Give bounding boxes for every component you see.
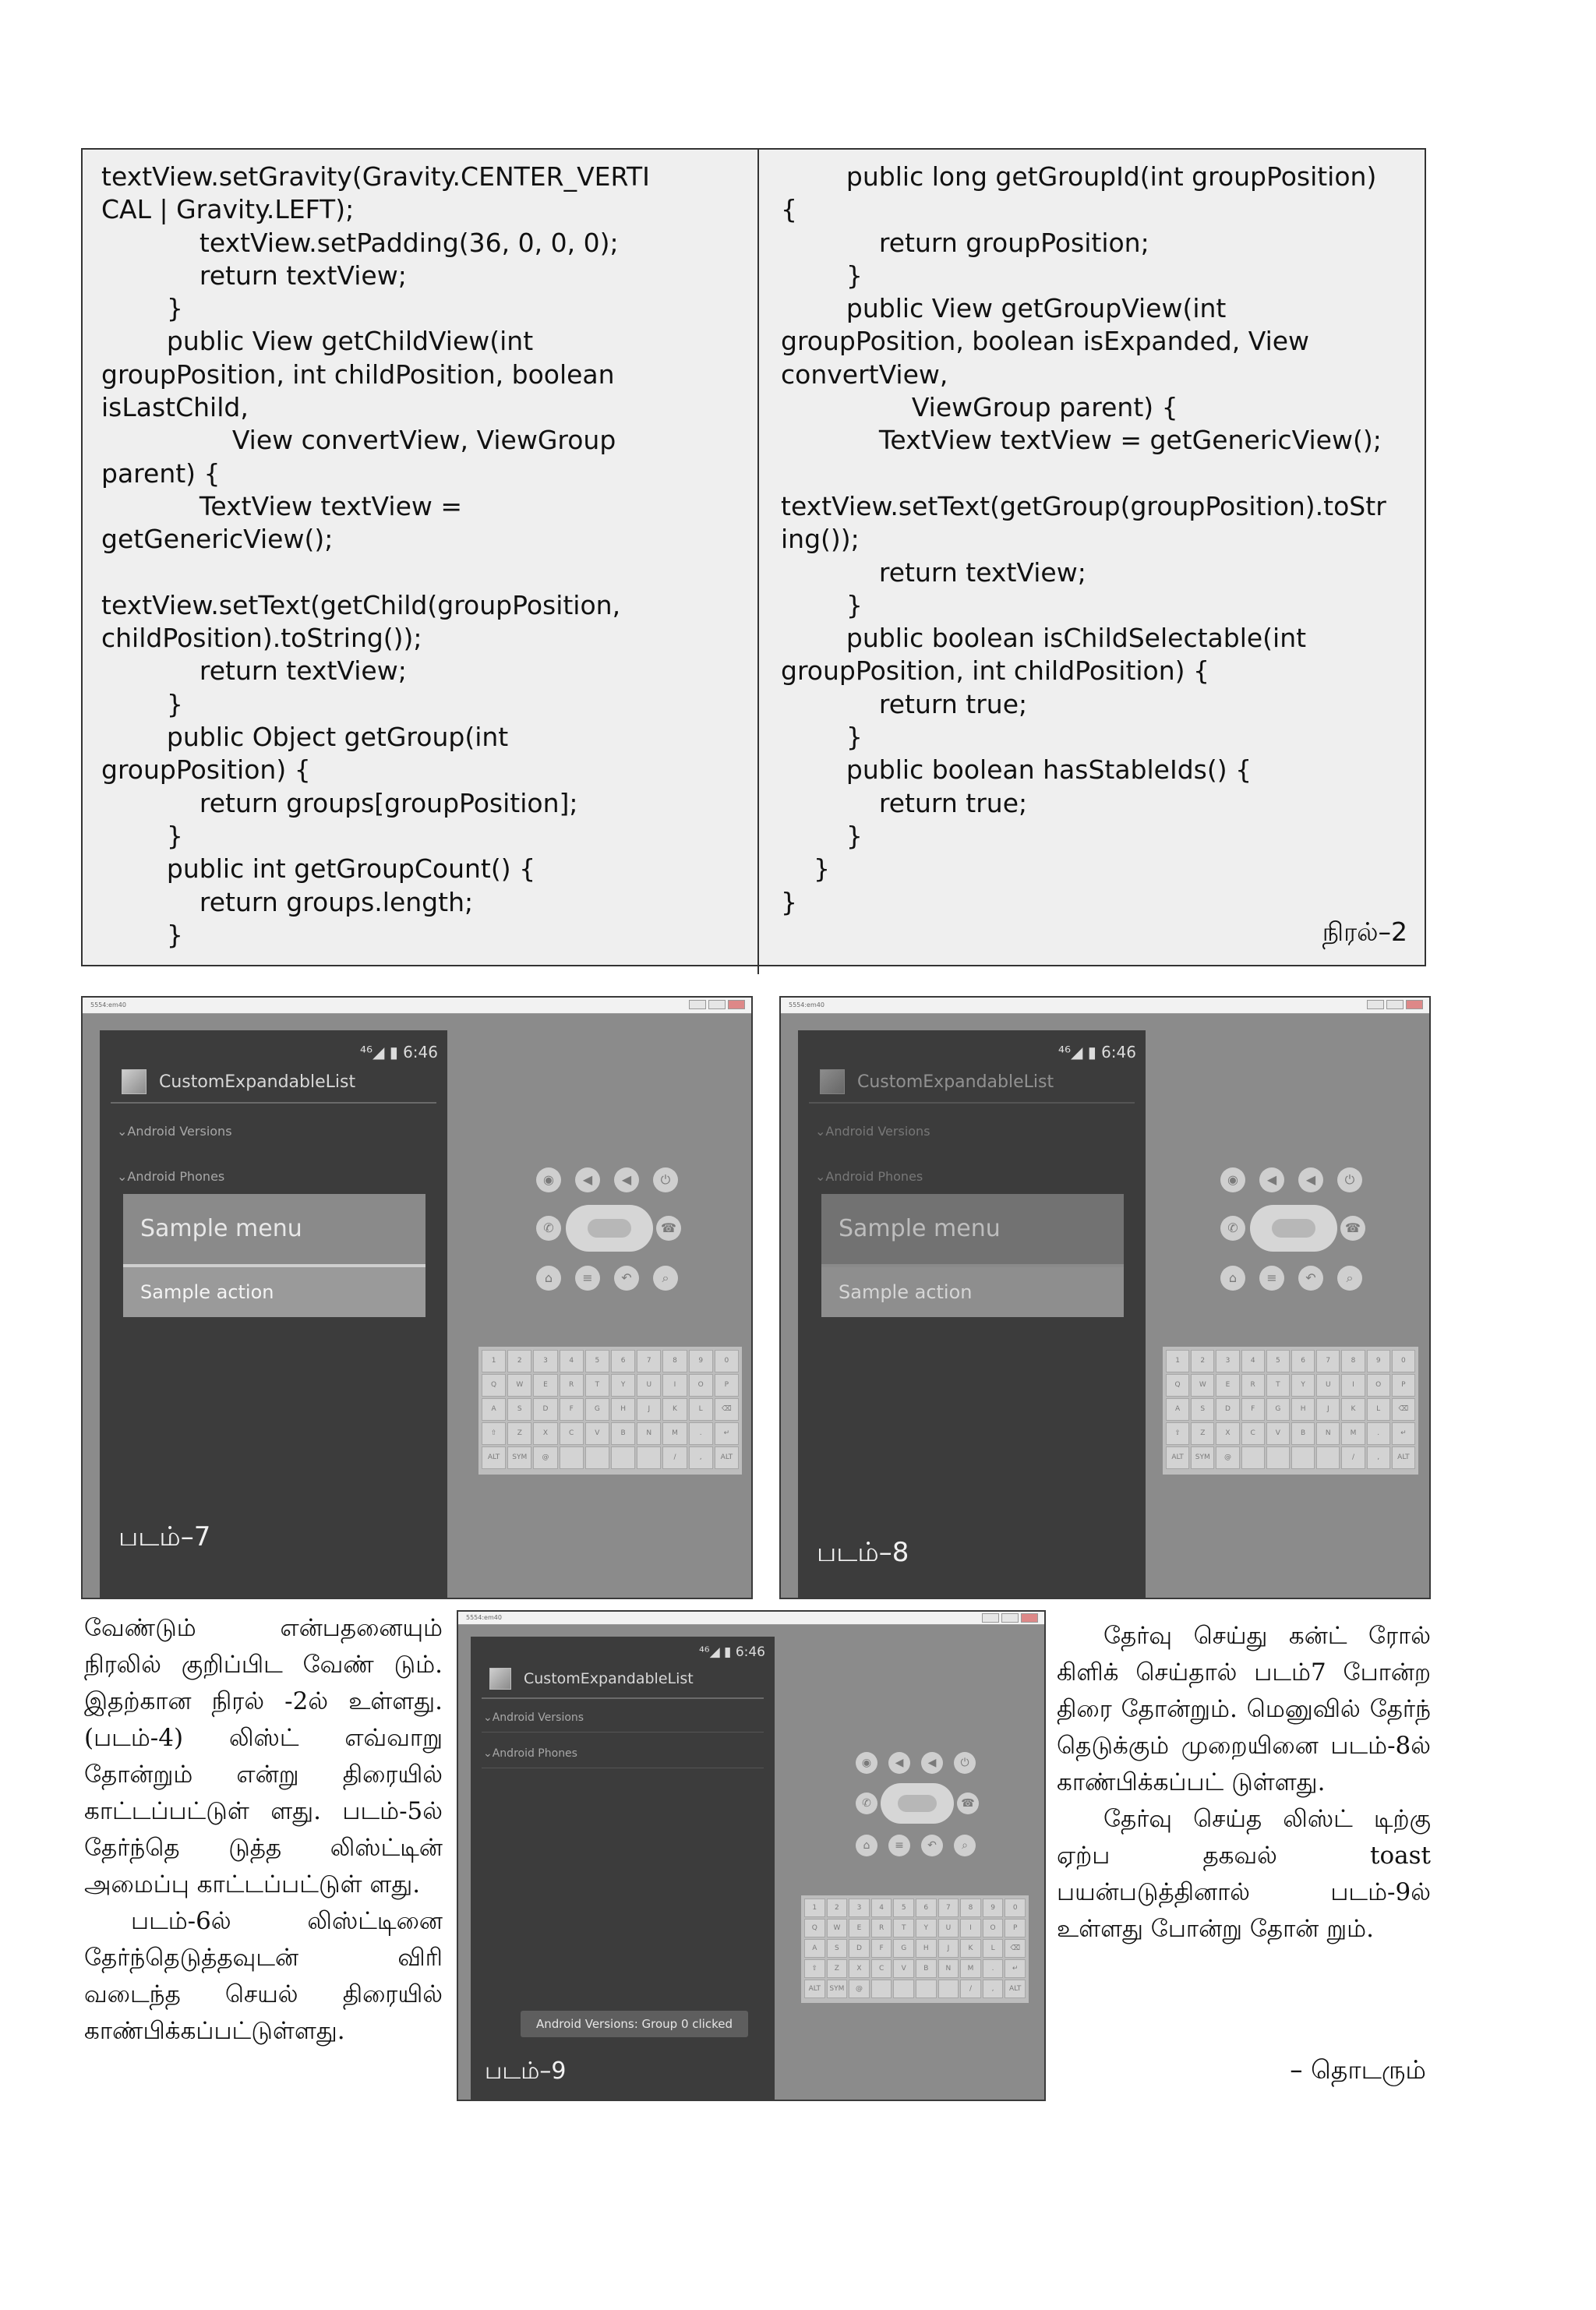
phone-screen — [471, 1637, 775, 2101]
keyboard-key[interactable]: V — [1266, 1422, 1290, 1445]
menu-button[interactable]: ≡ — [888, 1835, 910, 1856]
keyboard-key[interactable]: A — [804, 1939, 825, 1958]
volume-up-button[interactable]: ◀ — [921, 1752, 943, 1774]
menu-button[interactable]: ≡ — [1259, 1266, 1284, 1291]
emulator-controls — [1220, 1167, 1376, 1308]
keyboard-key[interactable]: M — [662, 1422, 687, 1445]
window-buttons — [689, 1000, 745, 1009]
end-call-button[interactable]: ☎ — [957, 1793, 979, 1814]
end-call-button[interactable]: ☎ — [1340, 1216, 1365, 1241]
keyboard-key[interactable]: T — [1266, 1374, 1290, 1397]
keyboard-key[interactable]: @ — [533, 1446, 557, 1469]
keyboard-key[interactable]: D — [849, 1939, 870, 1958]
menu-item-sample-action[interactable] — [123, 1267, 425, 1317]
home-button[interactable]: ⌂ — [856, 1835, 877, 1856]
keyboard-key[interactable]: ALT — [1005, 1980, 1026, 1998]
keyboard-key[interactable] — [916, 1980, 937, 1998]
keyboard-key[interactable]: Y — [1291, 1374, 1315, 1397]
keyboard-key[interactable]: S — [827, 1939, 848, 1958]
keyboard-key[interactable]: , — [1367, 1446, 1390, 1469]
window-title: 5554:em40 — [90, 1001, 126, 1008]
menu-item-label: Sample action — [140, 1281, 274, 1303]
keyboard-key[interactable]: SYM — [827, 1980, 848, 1998]
keyboard-key[interactable]: P — [1392, 1374, 1415, 1397]
emulator-titlebar — [458, 1612, 1044, 1625]
keyboard-key[interactable]: SYM — [1191, 1446, 1214, 1469]
keyboard-key[interactable] — [1316, 1446, 1340, 1469]
keyboard-key[interactable]: 2 — [827, 1899, 848, 1917]
keyboard-key[interactable]: L — [1367, 1398, 1390, 1421]
keyboard-key[interactable]: K — [1341, 1398, 1365, 1421]
keyboard-key[interactable]: J — [938, 1939, 959, 1958]
keyboard-key[interactable]: H — [611, 1398, 635, 1421]
menu-item-sample-action[interactable] — [821, 1267, 1124, 1317]
status-time: 6:46 — [403, 1043, 438, 1061]
status-time: 6:46 — [735, 1644, 765, 1660]
keyboard-key[interactable]: 9 — [1367, 1350, 1390, 1372]
keyboard-key[interactable]: ⌫ — [1005, 1939, 1026, 1958]
keyboard-key[interactable]: D — [533, 1398, 557, 1421]
signal-battery-icon: ⁴⁶◢ ▮ — [1058, 1043, 1096, 1061]
keyboard-key[interactable]: G — [585, 1398, 609, 1421]
group-item-android-phones[interactable]: ⌄Android Phones — [815, 1169, 923, 1184]
keyboard-key[interactable]: G — [893, 1939, 914, 1958]
app-title: CustomExpandableList — [524, 1670, 694, 1687]
keyboard-key[interactable]: M — [960, 1959, 981, 1978]
keyboard-key[interactable]: 0 — [715, 1350, 739, 1372]
keyboard-key[interactable]: U — [637, 1374, 661, 1397]
keyboard-key[interactable]: 2 — [1191, 1350, 1214, 1372]
keyboard-key[interactable]: W — [507, 1374, 531, 1397]
keyboard-key[interactable] — [637, 1446, 661, 1469]
keyboard-key[interactable]: ALT — [1392, 1446, 1415, 1469]
keyboard-key[interactable]: 5 — [893, 1899, 914, 1917]
search-button[interactable]: ⌕ — [1337, 1266, 1362, 1291]
power-button[interactable]: ⏻ — [1337, 1167, 1362, 1192]
keyboard-key[interactable]: 6 — [916, 1899, 937, 1917]
keyboard-key[interactable]: 8 — [960, 1899, 981, 1917]
keyboard-key[interactable]: O — [1367, 1374, 1390, 1397]
volume-up-button[interactable]: ◀ — [614, 1167, 639, 1192]
keyboard-key[interactable]: ALT — [1166, 1446, 1189, 1469]
keyboard-key[interactable] — [871, 1980, 892, 1998]
keyboard-key[interactable]: . — [689, 1422, 713, 1445]
keyboard-key[interactable]: L — [689, 1398, 713, 1421]
emulator-keyboard — [478, 1347, 742, 1475]
keyboard-key[interactable]: 5 — [1266, 1350, 1290, 1372]
keyboard-key[interactable]: W — [1191, 1374, 1214, 1397]
group-item-android-phones[interactable]: ⌄Android Phones — [117, 1169, 225, 1184]
keyboard-key[interactable]: 0 — [1392, 1350, 1415, 1372]
keyboard-key[interactable]: ⇧ — [482, 1422, 506, 1445]
keyboard-key[interactable]: L — [983, 1939, 1004, 1958]
keyboard-key[interactable]: 6 — [611, 1350, 635, 1372]
back-button[interactable]: ↶ — [614, 1266, 639, 1291]
keyboard-key[interactable]: , — [983, 1980, 1004, 1998]
keyboard-key[interactable]: R — [560, 1374, 584, 1397]
group-item-android-versions[interactable]: ⌄Android Versions — [815, 1124, 930, 1139]
keyboard-key[interactable]: ↵ — [1005, 1959, 1026, 1978]
window-buttons — [1367, 1000, 1423, 1009]
keyboard-key[interactable]: I — [662, 1374, 687, 1397]
keyboard-key[interactable]: C — [1241, 1422, 1265, 1445]
keyboard-key[interactable]: ALT — [804, 1980, 825, 1998]
keyboard-key[interactable]: Z — [1191, 1422, 1214, 1445]
emulator-keyboard — [1163, 1347, 1418, 1475]
keyboard-key[interactable]: T — [893, 1919, 914, 1937]
keyboard-key[interactable]: 8 — [662, 1350, 687, 1372]
keyboard-key[interactable]: P — [1005, 1919, 1026, 1937]
keyboard-key[interactable]: Q — [482, 1374, 506, 1397]
keyboard-key[interactable]: R — [1241, 1374, 1265, 1397]
keyboard-key[interactable]: D — [1216, 1398, 1239, 1421]
emulator-controls — [856, 1752, 988, 1869]
keyboard-key[interactable] — [560, 1446, 584, 1469]
call-button[interactable]: ✆ — [856, 1793, 877, 1814]
dpad[interactable] — [881, 1783, 954, 1824]
keyboard-key[interactable]: , — [689, 1446, 713, 1469]
code-caption: நிரல்–2 — [1322, 917, 1407, 947]
keyboard-key[interactable]: O — [983, 1919, 1004, 1937]
options-menu — [123, 1194, 425, 1317]
keyboard-key[interactable]: S — [1191, 1398, 1214, 1421]
keyboard-key[interactable]: / — [960, 1980, 981, 1998]
keyboard-key[interactable]: Z — [827, 1959, 848, 1978]
dpad[interactable] — [1250, 1205, 1337, 1252]
status-bar — [699, 1644, 765, 1660]
keyboard-key[interactable] — [585, 1446, 609, 1469]
phone-screen — [798, 1030, 1146, 1599]
keyboard-key[interactable]: 3 — [849, 1899, 870, 1917]
code-right-column: public long getGroupId(int groupPosition) { return groupPosition; } public View getGroupView(int groupPosition, boolean isExpanded, View convertView, ViewGroup parent) { TextView textView = getGenericView(); textView.setText(getGroup(groupPosition).toStr ing()); return textView; } public boolean isChildSelectable(int groupPosition, int childPosition) { return true; } public boolean hasStableIds() { return true; } } } — [781, 161, 1386, 917]
keyboard-key[interactable]: @ — [1216, 1446, 1239, 1469]
left-paragraph-2: படம்-6ல் லிஸ்ட்டினை தேர்ந்தெடுத்தவுடன் விரி வடைந்த செயல் திரையில் காண்பிக்கப்பட்டுள்ளது. — [84, 1907, 443, 2045]
keyboard-key[interactable]: E — [533, 1374, 557, 1397]
signal-battery-icon: ⁴⁶◢ ▮ — [698, 1644, 732, 1660]
right-paragraph-1: தேர்வு செய்து கன்ட் ரோல் கிளிக் செய்தால் படம்7 போன்ற திரை தோன்றும். மெனுவில் தேர்ந் தெடுக்கும் முறையினை படம்-8ல் காண்பிக்கப்பட் டுள்ளது. — [1057, 1622, 1431, 1796]
app-bar — [122, 1066, 447, 1097]
keyboard-key[interactable]: @ — [849, 1980, 870, 1998]
keyboard-key[interactable]: ↵ — [715, 1422, 739, 1445]
keyboard-key[interactable]: G — [1266, 1398, 1290, 1421]
keyboard-key[interactable]: N — [1316, 1422, 1340, 1445]
keyboard-key[interactable]: / — [662, 1446, 687, 1469]
app-bar — [489, 1665, 775, 1693]
keyboard-key[interactable]: ALT — [482, 1446, 506, 1469]
menu-title: Sample menu — [140, 1215, 302, 1242]
keyboard-key[interactable]: . — [983, 1959, 1004, 1978]
volume-up-button[interactable]: ◀ — [1298, 1167, 1323, 1192]
figure-7-screenshot — [81, 996, 753, 1599]
keyboard-key[interactable]: H — [1291, 1398, 1315, 1421]
keyboard-key[interactable]: 4 — [1241, 1350, 1265, 1372]
app-title: CustomExpandableList — [159, 1072, 356, 1092]
keyboard-key[interactable]: I — [1341, 1374, 1365, 1397]
figure-7-label: படம்–7 — [118, 1521, 211, 1552]
keyboard-key[interactable]: Q — [804, 1919, 825, 1937]
keyboard-key[interactable]: 0 — [1005, 1899, 1026, 1917]
keyboard-key[interactable]: E — [1216, 1374, 1239, 1397]
emulator-keyboard — [801, 1895, 1029, 2003]
keyboard-key[interactable]: ⇧ — [1166, 1422, 1189, 1445]
keyboard-key[interactable]: X — [849, 1959, 870, 1978]
keyboard-key[interactable]: F — [560, 1398, 584, 1421]
keyboard-key[interactable]: . — [1367, 1422, 1390, 1445]
keyboard-key[interactable]: 3 — [533, 1350, 557, 1372]
keyboard-key[interactable]: A — [482, 1398, 506, 1421]
signal-battery-icon: ⁴⁶◢ ▮ — [359, 1043, 398, 1061]
dpad-center[interactable] — [898, 1795, 937, 1812]
keyboard-key[interactable]: ⌫ — [715, 1398, 739, 1421]
back-button[interactable]: ↶ — [1298, 1266, 1323, 1291]
keyboard-key[interactable]: O — [689, 1374, 713, 1397]
figure-9-label: படம்–9 — [485, 2057, 567, 2085]
options-menu — [821, 1194, 1124, 1317]
phone-screen — [100, 1030, 447, 1599]
app-title: CustomExpandableList — [857, 1072, 1054, 1092]
keyboard-key[interactable]: 7 — [1316, 1350, 1340, 1372]
group-item-android-versions[interactable]: ⌄Android Versions — [483, 1711, 584, 1724]
left-paragraph-1: வேண்டும் என்பதனையும் நிரலில் குறிப்பிட வேண் டும். இதற்கான நிரல் -2ல் உள்ளது. (படம்-4) லிஸ்ட் எவ்வாறு தோன்றும் என்று திரையில் காட்டப்பட்டுள் ளது. படம்-5ல் தேர்ந்தெ டுத்த லிஸ்ட்டின் அமைப்பு காட்டப்பட்டுள் ளது. — [84, 1614, 443, 1899]
keyboard-key[interactable]: B — [916, 1959, 937, 1978]
keyboard-key[interactable]: N — [637, 1422, 661, 1445]
keyboard-key[interactable]: 1 — [1166, 1350, 1189, 1372]
keyboard-key[interactable]: B — [611, 1422, 635, 1445]
keyboard-key[interactable]: 3 — [1216, 1350, 1239, 1372]
keyboard-key[interactable] — [1291, 1446, 1315, 1469]
camera-button[interactable]: ◉ — [856, 1752, 877, 1774]
keyboard-key[interactable]: ⇧ — [804, 1959, 825, 1978]
right-paragraph-2: தேர்வு செய்த லிஸ்ட் டிற்கு ஏற்ப தகவல் toast பயன்படுத்தினால் படம்-9ல் உள்ளது போன்று தோன் றும். — [1057, 1805, 1431, 1943]
volume-down-button[interactable]: ◀ — [888, 1752, 910, 1774]
keyboard-key[interactable]: 1 — [482, 1350, 506, 1372]
keyboard-key[interactable]: K — [662, 1398, 687, 1421]
keyboard-key[interactable]: B — [1291, 1422, 1315, 1445]
keyboard-key[interactable]: / — [1341, 1446, 1365, 1469]
code-listing-box — [81, 148, 1426, 966]
keyboard-key[interactable]: R — [871, 1919, 892, 1937]
call-button[interactable]: ✆ — [536, 1216, 561, 1241]
app-bar-separator — [111, 1102, 436, 1104]
home-button[interactable]: ⌂ — [1220, 1266, 1245, 1291]
keyboard-key[interactable]: S — [507, 1398, 531, 1421]
window-title: 5554:em40 — [789, 1001, 824, 1008]
menu-item-label: Sample action — [839, 1281, 973, 1303]
keyboard-key[interactable] — [893, 1980, 914, 1998]
power-button[interactable]: ⏻ — [653, 1167, 678, 1192]
right-text-column — [1057, 1618, 1431, 1948]
menu-title: Sample menu — [839, 1215, 1001, 1242]
keyboard-key[interactable] — [938, 1980, 959, 1998]
keyboard-key[interactable]: 7 — [637, 1350, 661, 1372]
keyboard-key[interactable]: J — [637, 1398, 661, 1421]
group-item-android-phones[interactable]: ⌄Android Phones — [483, 1747, 577, 1760]
keyboard-key[interactable]: M — [1341, 1422, 1365, 1445]
keyboard-key[interactable]: V — [893, 1959, 914, 1978]
app-bar-separator — [809, 1102, 1135, 1104]
keyboard-key[interactable]: U — [938, 1919, 959, 1937]
back-button[interactable]: ↶ — [921, 1835, 943, 1856]
dpad[interactable] — [566, 1205, 653, 1252]
keyboard-key[interactable]: X — [1216, 1422, 1239, 1445]
keyboard-key[interactable]: J — [1316, 1398, 1340, 1421]
keyboard-key[interactable]: 1 — [804, 1899, 825, 1917]
keyboard-key[interactable]: H — [916, 1939, 937, 1958]
keyboard-key[interactable]: T — [585, 1374, 609, 1397]
app-bar-separator — [482, 1697, 764, 1699]
keyboard-key[interactable]: V — [585, 1422, 609, 1445]
window-buttons — [982, 1613, 1038, 1623]
keyboard-key[interactable]: Z — [507, 1422, 531, 1445]
app-icon — [122, 1069, 147, 1094]
emulator-titlebar — [781, 998, 1429, 1014]
keyboard-key[interactable]: SYM — [507, 1446, 531, 1469]
keyboard-key[interactable]: U — [1316, 1374, 1340, 1397]
status-bar — [360, 1043, 438, 1061]
keyboard-key[interactable]: K — [960, 1939, 981, 1958]
volume-down-button[interactable]: ◀ — [1259, 1167, 1284, 1192]
keyboard-key[interactable]: F — [1241, 1398, 1265, 1421]
keyboard-key[interactable]: A — [1166, 1398, 1189, 1421]
keyboard-key[interactable]: 9 — [689, 1350, 713, 1372]
keyboard-key[interactable]: 4 — [560, 1350, 584, 1372]
app-icon — [489, 1668, 511, 1690]
keyboard-key[interactable]: Q — [1166, 1374, 1189, 1397]
keyboard-key[interactable]: 2 — [507, 1350, 531, 1372]
volume-down-button[interactable]: ◀ — [575, 1167, 600, 1192]
group-item-android-versions[interactable]: ⌄Android Versions — [117, 1124, 232, 1139]
keyboard-key[interactable]: N — [938, 1959, 959, 1978]
code-left-column: textView.setGravity(Gravity.CENTER_VERTI CAL | Gravity.LEFT); textView.setPadding(36, 0, 0, 0); return textView; } public View getChildView(int groupPosition, int childPosition, boolean isLastChild, View convertView, ViewGroup parent) { TextView textView = getGenericView(); textView.setText(getChild(groupPosition, childPosition).toString()); return textView; } public Object getGroup(int groupPosition) { return groups[groupPosition]; } public int getGroupCount() { return groups.length; } — [101, 161, 650, 950]
search-button[interactable]: ⌕ — [954, 1835, 976, 1856]
emulator-titlebar — [83, 998, 751, 1014]
keyboard-key[interactable]: C — [560, 1422, 584, 1445]
keyboard-key[interactable]: X — [533, 1422, 557, 1445]
keyboard-key[interactable] — [611, 1446, 635, 1469]
keyboard-key[interactable]: P — [715, 1374, 739, 1397]
keyboard-key[interactable]: ⌫ — [1392, 1398, 1415, 1421]
keyboard-key[interactable]: 9 — [983, 1899, 1004, 1917]
keyboard-key[interactable]: ALT — [715, 1446, 739, 1469]
figure-8-screenshot — [779, 996, 1431, 1599]
keyboard-key[interactable]: F — [871, 1939, 892, 1958]
keyboard-key[interactable]: I — [960, 1919, 981, 1937]
keyboard-key[interactable]: E — [849, 1919, 870, 1937]
keyboard-key[interactable]: 8 — [1341, 1350, 1365, 1372]
keyboard-key[interactable]: 4 — [871, 1899, 892, 1917]
keyboard-key[interactable]: W — [827, 1919, 848, 1937]
camera-button[interactable]: ◉ — [1220, 1167, 1245, 1192]
keyboard-key[interactable]: C — [871, 1959, 892, 1978]
keyboard-key[interactable] — [1266, 1446, 1290, 1469]
left-text-column — [84, 1610, 443, 2050]
app-bar — [820, 1066, 1146, 1097]
keyboard-key[interactable]: 7 — [938, 1899, 959, 1917]
keyboard-key[interactable]: 6 — [1291, 1350, 1315, 1372]
search-button[interactable]: ⌕ — [653, 1266, 678, 1291]
keyboard-key[interactable] — [1241, 1446, 1265, 1469]
dpad-center[interactable] — [588, 1219, 631, 1238]
window-title: 5554:em40 — [466, 1614, 502, 1621]
call-button[interactable]: ✆ — [1220, 1216, 1245, 1241]
app-icon — [820, 1069, 845, 1094]
camera-button[interactable]: ◉ — [536, 1167, 561, 1192]
power-button[interactable]: ⏻ — [954, 1752, 976, 1774]
end-call-button[interactable]: ☎ — [656, 1216, 681, 1241]
emulator-controls — [536, 1167, 692, 1308]
toast-message: Android Versions: Group 0 clicked — [521, 2011, 748, 2037]
home-button[interactable]: ⌂ — [536, 1266, 561, 1291]
keyboard-key[interactable]: Y — [611, 1374, 635, 1397]
continued-label: – தொடரும் — [1290, 2054, 1426, 2085]
code-column-divider — [757, 150, 759, 974]
figure-8-label: படம்–8 — [817, 1537, 909, 1568]
status-time: 6:46 — [1101, 1043, 1136, 1061]
keyboard-key[interactable]: Y — [916, 1919, 937, 1937]
keyboard-key[interactable]: ↵ — [1392, 1422, 1415, 1445]
keyboard-key[interactable]: 5 — [585, 1350, 609, 1372]
figure-9-screenshot — [457, 1610, 1046, 2101]
menu-button[interactable]: ≡ — [575, 1266, 600, 1291]
dpad-center[interactable] — [1272, 1219, 1315, 1238]
status-bar — [1058, 1043, 1136, 1061]
